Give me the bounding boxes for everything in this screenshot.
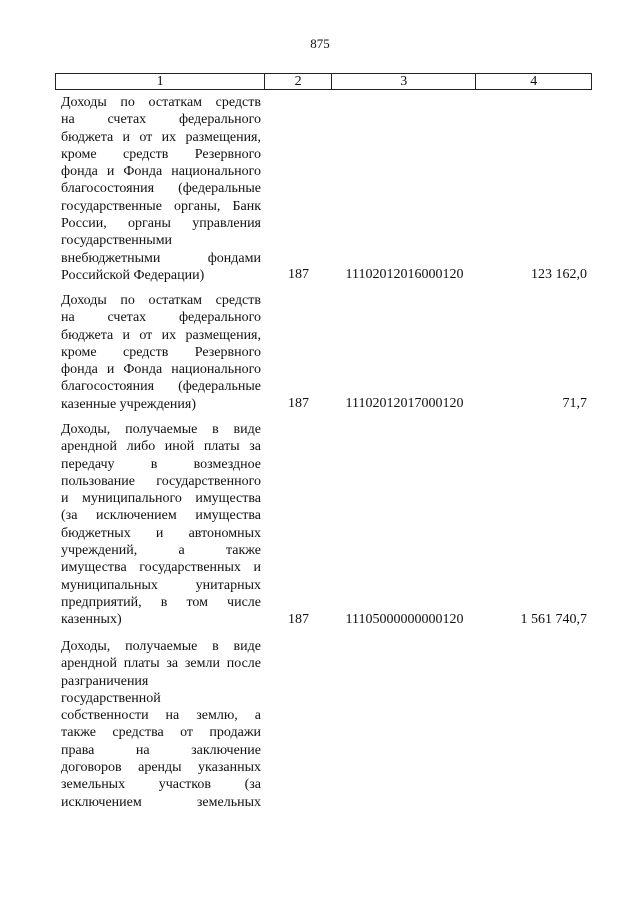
header-col-2: 2 — [265, 74, 332, 89]
description-line: кроме средств Резервного — [61, 344, 261, 360]
table-header — [55, 73, 592, 90]
budget-code: 11102012017000120 — [345, 396, 464, 411]
amount: 71,7 — [562, 396, 587, 411]
description-line: учреждений, а также — [61, 543, 261, 559]
admin-code: 187 — [288, 612, 309, 627]
description-line: арендной либо иной платы за — [61, 439, 261, 455]
description-line: разграничения — [61, 673, 149, 689]
description-line: бюджета и от их размещения, — [61, 327, 261, 343]
budget-code: 11105000000000120 — [345, 612, 464, 627]
description-line: благосостояния (федеральные — [61, 379, 261, 395]
description-line: имущества государственных и — [61, 560, 261, 576]
description-line: кроме средств Резервного — [61, 146, 261, 162]
description-line: также средства от продажи — [61, 725, 261, 741]
description-line: Доходы по остаткам средств — [61, 293, 261, 308]
description-line: предприятий, в том числе — [61, 594, 261, 610]
description-line: земельных участков (за — [61, 777, 261, 793]
description-line: и муниципального имущества — [61, 491, 261, 507]
description-line: государственными — [61, 233, 173, 249]
description-line: собственности на землю, а — [61, 708, 261, 724]
description-line: фонда и Фонда национального — [61, 362, 261, 378]
description-line: бюджета и от их размещения, — [61, 129, 261, 145]
description-line: казенных) — [61, 612, 122, 628]
amount: 123 162,0 — [531, 267, 587, 282]
description-line: внебюджетными фондами — [61, 250, 261, 266]
header-col-1: 1 — [56, 74, 265, 89]
description-line: (за исключением имущества — [61, 508, 261, 524]
description-line: России, органы управления — [61, 216, 261, 232]
admin-code: 187 — [288, 267, 309, 282]
description-line: Доходы, получаемые в виде — [61, 422, 261, 437]
description-line: государственной — [61, 690, 161, 706]
row-description — [61, 94, 261, 284]
description-line: права на заключение — [61, 742, 261, 758]
page-number: 875 — [310, 36, 330, 51]
description-line: исключением земельных — [61, 794, 261, 810]
description-line: Доходы, получаемые в виде — [61, 639, 261, 654]
admin-code: 187 — [288, 396, 309, 411]
amount: 1 561 740,7 — [520, 612, 587, 627]
description-line: на счетах федерального — [61, 310, 261, 326]
description-line: пользование государственного — [61, 473, 261, 489]
row-description — [61, 638, 261, 811]
budget-code: 11102012016000120 — [345, 267, 464, 282]
description-line: благосостояния (федеральные — [61, 181, 261, 197]
description-line: муниципальных унитарных — [61, 577, 261, 593]
row-description — [61, 421, 261, 629]
description-line: Доходы по остаткам средств — [61, 95, 261, 110]
header-col-4: 4 — [530, 74, 538, 89]
row-description — [61, 292, 261, 413]
description-line: Российской Федерации) — [61, 267, 205, 283]
header-col-3: 3 — [332, 74, 476, 89]
description-line: передачу в возмездное — [61, 456, 261, 472]
description-line: государственные органы, Банк — [61, 198, 261, 214]
description-line: на счетах федерального — [61, 112, 261, 128]
description-line: фонда и Фонда национального — [61, 164, 261, 180]
description-line: арендной платы за земли после — [61, 656, 261, 672]
description-line: договоров аренды указанных — [61, 760, 261, 776]
description-line: бюджетных и автономных — [61, 525, 261, 541]
description-line: казенные учреждения) — [61, 396, 197, 412]
